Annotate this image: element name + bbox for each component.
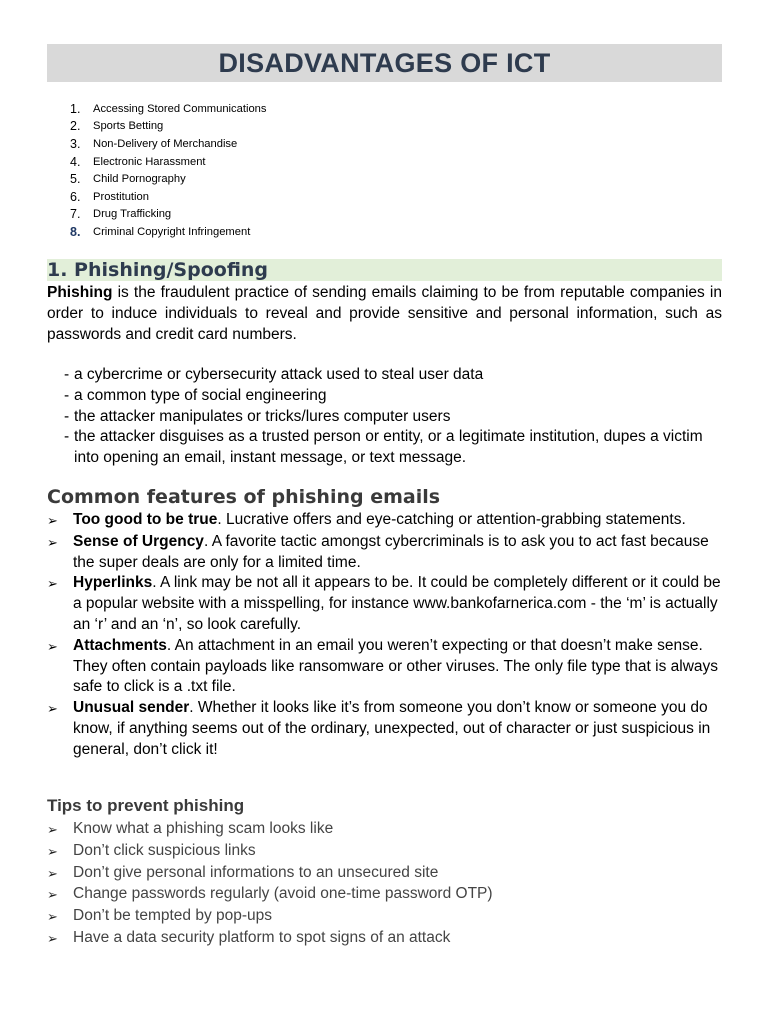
list-item-text <box>73 636 727 698</box>
list-item-text <box>73 510 727 532</box>
phishing-definition-paragraph <box>47 282 722 345</box>
arrow-bullet-icon: ➢ <box>47 822 58 837</box>
list-item-text: Know what a phishing scam looks like <box>73 820 334 837</box>
arrow-bullet-icon: ➢ <box>47 638 58 654</box>
list-number: 1. <box>70 101 81 116</box>
list-item-text: Don’t give personal informations to an unsecured site <box>73 863 439 881</box>
list-item <box>60 135 266 153</box>
list-item <box>60 170 266 188</box>
list-number: 7. <box>70 207 81 222</box>
list-number: 6. <box>70 189 81 204</box>
list-item <box>47 819 727 841</box>
list-item <box>47 863 727 885</box>
list-item-text: Change passwords regularly (avoid one-time password OTP) <box>73 885 493 903</box>
feature-description: . A favorite tactic amongst cybercriminals is to ask you to act fast because the super deals are only for a limited time. <box>73 532 709 571</box>
list-item <box>47 906 727 928</box>
list-item-text: Non-Delivery of Merchandise <box>93 137 238 150</box>
cybercrime-numbered-list <box>60 100 266 241</box>
list-number: 3. <box>70 136 81 151</box>
list-item-text: the attacker disguises as a trusted person or entity, or a legitimate institution, dupes a victim into opening an email, instant message, or text message. <box>74 428 703 467</box>
arrow-bullet-icon: ➢ <box>47 843 58 859</box>
section-heading-phishing: 1. Phishing/Spoofing <box>47 259 722 281</box>
list-item-text: a cybercrime or cybersecurity attack used to steal user data <box>74 366 484 383</box>
tips-heading: Tips to prevent phishing <box>47 796 245 815</box>
list-item <box>47 510 727 532</box>
arrow-bullet-icon: ➢ <box>47 576 58 592</box>
list-item-text <box>73 698 727 760</box>
feature-term: Too good to be true <box>73 511 218 528</box>
list-item-text: Criminal Copyright Infringement <box>93 225 251 238</box>
list-item-text <box>73 573 727 635</box>
phishing-term: Phishing <box>47 284 113 301</box>
list-item <box>60 223 266 241</box>
list-number: 2. <box>70 119 81 134</box>
list-item-text: Accessing Stored Communications <box>93 102 267 115</box>
list-item <box>47 884 727 906</box>
list-item <box>64 407 724 428</box>
arrow-bullet-icon: ➢ <box>47 534 58 550</box>
list-item-text <box>73 532 727 574</box>
list-item <box>47 841 727 863</box>
list-number: 5. <box>70 172 81 187</box>
arrow-bullet-icon: ➢ <box>47 887 58 903</box>
list-item-text: Electronic Harassment <box>93 155 206 168</box>
list-item-text: the attacker manipulates or tricks/lures computer users <box>74 407 451 425</box>
feature-term: Attachments <box>73 636 167 654</box>
arrow-bullet-icon: ➢ <box>47 513 58 528</box>
list-number: 8. <box>70 224 81 239</box>
dash-bullet: - <box>64 428 70 446</box>
feature-description: . Lucrative offers and eye-catching or attention-grabbing statements. <box>217 511 686 528</box>
dash-bullet: - <box>64 407 70 425</box>
list-item-text: Don’t be tempted by pop-ups <box>73 907 273 925</box>
arrow-bullet-icon: ➢ <box>47 909 58 925</box>
tips-list <box>47 819 727 950</box>
arrow-bullet-icon: ➢ <box>47 865 58 881</box>
dash-bullet: - <box>64 386 70 404</box>
list-item <box>60 100 266 118</box>
dash-bullet: - <box>64 366 70 383</box>
feature-description: . A link may be not all it appears to be. It could be completely different or it could be a popular website with a misspelling, for instance www.bankofarnerica.com - the ‘m’ is actually an ‘r’ and an ‘n’, so look carefully. <box>73 574 721 633</box>
list-item <box>60 206 266 224</box>
feature-term: Unusual sender <box>73 699 190 717</box>
list-item <box>64 386 724 407</box>
list-item <box>47 698 727 760</box>
list-item <box>47 636 727 698</box>
phishing-definition-text: is the fraudulent practice of sending emails claiming to be from reputable companies in order to induce individuals to reveal and provide sensitive and personal information, such as passwords and credit card numbers. <box>47 284 722 343</box>
list-item <box>64 365 724 386</box>
feature-term: Hyperlinks <box>73 574 153 592</box>
features-list <box>47 510 727 761</box>
feature-term: Sense of Urgency <box>73 532 204 550</box>
list-item-text: Prostitution <box>93 190 149 203</box>
list-item <box>47 573 727 635</box>
feature-description: . Whether it looks like it’s from someone you don’t know or someone you do know, if anything seems out of the ordinary, unexpected, out of character or just suspicious in general, don’t click it! <box>73 699 711 758</box>
list-item-text: Don’t click suspicious links <box>73 841 256 859</box>
title-banner <box>47 44 722 82</box>
list-item <box>60 188 266 206</box>
list-item-text: Sports Betting <box>93 120 164 133</box>
list-item-text: a common type of social engineering <box>74 386 327 404</box>
list-item <box>60 153 266 171</box>
list-item <box>60 118 266 136</box>
page-title: DISADVANTAGES OF ICT <box>218 47 551 78</box>
list-item-text: Have a data security platform to spot signs of an attack <box>73 928 451 946</box>
phishing-traits-list <box>64 365 724 469</box>
list-number: 4. <box>70 154 81 169</box>
list-item <box>47 928 727 950</box>
arrow-bullet-icon: ➢ <box>47 930 58 946</box>
feature-description: . An attachment in an email you weren’t expecting or that doesn’t make sense. They often contain payloads like ransomware or other viruses. The only file type that is always safe to click is a .txt file. <box>73 636 719 696</box>
features-heading: Common features of phishing emails <box>47 486 441 508</box>
list-item-text: Child Pornography <box>93 173 186 186</box>
list-item-text: Drug Trafficking <box>93 208 172 221</box>
list-item <box>47 532 727 574</box>
arrow-bullet-icon: ➢ <box>47 701 58 717</box>
list-item <box>64 427 724 469</box>
